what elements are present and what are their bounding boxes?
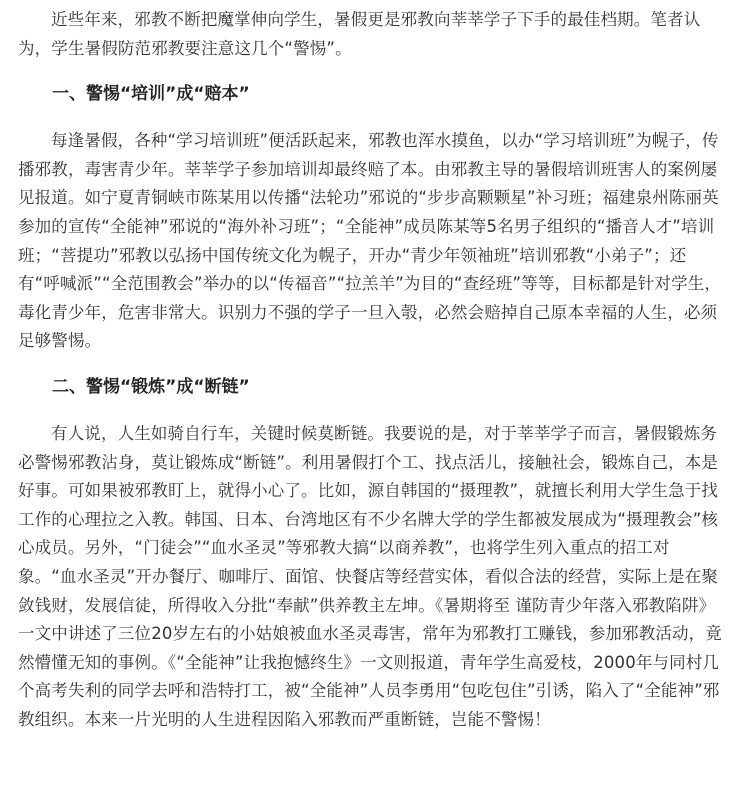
section-2-heading: 二、警惕“锻炼”成“断链” [52, 376, 250, 397]
section-1-paragraph: 每逢暑假，各种“学习培训班”便活跃起来，邪教也浑水摸鱼，以办“学习培训班”为幌子，传播邪教，毒害青少年。莘莘学子参加培训却最终赔了本。由邪教主导的暑假培训班害人的案例屡见报道。如宁夏青铜峡市陈某用以传播“法轮功”邪说的“步步高颗颗星”补习班；福建泉州陈丽英参加的宣传“全能神”邪说的“海外补习班”；“全能神”成员陈某等5名男子组织的“播音人才”培训班；“菩提功”邪教以弘扬中国传统文化为幌子，开办“青少年领袖班”培训邪教“小弟子”；还有“呼喊派”“全范围教会”举办的以“传福音”“拉羔羊”为目的“查经班”等等，目标都是针对学生，毒化青少年，危害非常大。识别力不强的学子一旦入彀，必然会赔掉自己原本幸福的人生，必须足够警惕。 [18, 131, 722, 351]
section-1-heading: 一、警惕“培训”成“赔本” [52, 84, 250, 105]
intro-paragraph: 近些年来，邪教不断把魔掌伸向学生，暑假更是邪教向莘莘学子下手的最佳档期。笔者认为，学生暑假防范邪教要注意这几个“警惕”。 [18, 10, 701, 58]
section-2-paragraph: 有人说，人生如骑自行车，关键时候莫断链。我要说的是，对于莘莘学子而言，暑假锻炼务必警惕邪教沾身，莫让锻炼成“断链”。利用暑假打个工、找点活儿，接触社会，锻炼自己，本是好事。可如果被邪教盯上，就得小心了。比如，源自韩国的“摄理教”，就擅长利用大学生急于找工作的心理拉之入教。韩国、日本、台湾地区有不少名牌大学的学生都被发展成为“摄理教会”核心成员。另外，“门徒会”“血水圣灵”等邪教大搞“以商养教”，也将学生列入重点的招工对象。“血水圣灵”开办餐厅、咖啡厅、面馆、快餐店等经营实体，看似合法的经营，实际上是在聚敛钱财，发展信徒，所得收入分批“奉献”供养教主左坤。《暑期将至 谨防青少年落入邪教陷阱》一文中讲述了三位20岁左右的小姑娘被血水圣灵毒害，常年为邪教打工赚钱，参加邪教活动，竟然懵懂无知的事例。《“全能神”让我抱憾终生》一文则报道，青年学生高爱枝，2000年与同村几个高考失利的同学去呼和浩特打工，被“全能神”人员李勇用“包吃包住”引诱，陷入了“全能神”邪教组织。本来一片光明的人生进程因陷入邪教而严重断链，岂能不警惕！ [18, 423, 722, 729]
